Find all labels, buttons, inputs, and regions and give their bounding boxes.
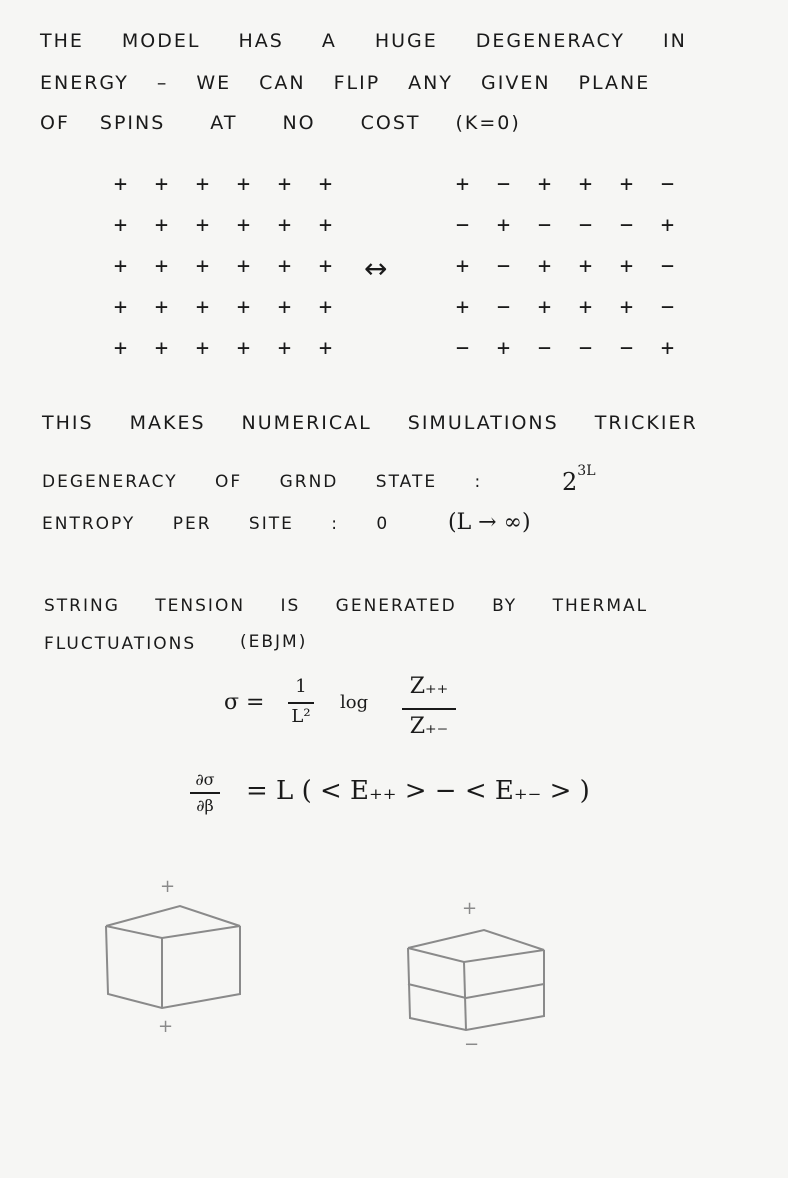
spin-sign: +	[537, 295, 552, 320]
simulations-statement: THIS MAKES NUMERICAL SIMULATIONS TRICKIER	[42, 412, 698, 434]
spin-sign: −	[496, 254, 511, 279]
word: CAN	[259, 72, 306, 94]
spin-sign: −	[578, 213, 593, 238]
spin-sign: +	[277, 254, 292, 279]
spin-sign: +	[318, 336, 333, 361]
fraction-numerator-one: 1	[295, 676, 307, 697]
spin-sign: +	[277, 172, 292, 197]
word: FLIP	[333, 72, 381, 94]
layered-box-sketch	[408, 930, 544, 1030]
spin-sign: +	[619, 172, 634, 197]
spin-sign: +	[113, 213, 128, 238]
flipped-grid-row	[442, 295, 688, 336]
spin-sign: −	[537, 213, 552, 238]
spin-sign: +	[236, 213, 251, 238]
right-box-bottom-sign: −	[464, 1034, 480, 1055]
left-box-bottom-sign: +	[158, 1016, 174, 1037]
degeneracy-base: 2	[562, 468, 578, 496]
spin-sign: −	[496, 295, 511, 320]
page-edge	[0, 1178, 788, 1198]
spin-sign: −	[660, 172, 675, 197]
flipped-grid-row	[442, 213, 688, 254]
ebjm-reference: (EBJM)	[240, 632, 308, 652]
word: IN	[662, 30, 687, 52]
word: DEGENERACY	[475, 30, 625, 52]
spin-sign: +	[496, 213, 511, 238]
fraction-bar	[288, 702, 314, 704]
spin-sign: +	[318, 295, 333, 320]
word: –	[156, 72, 169, 94]
word: A	[321, 30, 337, 52]
uniform-grid-row	[100, 254, 346, 295]
spin-sign: +	[277, 295, 292, 320]
fluctuations-word: FLUCTUATIONS	[44, 634, 197, 654]
uniform-grid-row	[100, 172, 346, 213]
degeneracy-exponent: 3L	[577, 463, 596, 479]
spin-sign: +	[113, 254, 128, 279]
entropy-statement: ENTROPY PER SITE : 0	[42, 514, 390, 534]
spin-grid-flipped	[442, 172, 688, 377]
spin-sign: +	[236, 172, 251, 197]
spin-sign: −	[619, 213, 634, 238]
spin-sign: +	[195, 295, 210, 320]
spin-sign: −	[660, 295, 675, 320]
flipped-grid-row	[442, 254, 688, 295]
spin-sign: −	[619, 336, 634, 361]
log-operator: log	[340, 692, 369, 713]
word: COST	[360, 112, 421, 134]
derivative-denominator: ∂β	[196, 796, 214, 815]
cube-sketches	[0, 860, 788, 1060]
degeneracy-value	[562, 463, 596, 496]
partition-numerator: Z₊₊	[409, 674, 449, 699]
degeneracy-label: DEGENERACY OF GRND STATE :	[42, 472, 483, 492]
word: GIVEN	[481, 72, 551, 94]
spin-grid-uniform	[100, 172, 346, 377]
string-tension-statement: STRING TENSION IS GENERATED BY THERMAL	[44, 596, 649, 616]
partition-denominator: Z₊₋	[409, 714, 449, 739]
spin-sign: +	[154, 213, 169, 238]
left-box-top-sign: +	[160, 876, 176, 897]
spin-sign: +	[113, 336, 128, 361]
spin-sign: +	[318, 172, 333, 197]
flipped-grid-row	[442, 172, 688, 213]
fraction-bar	[190, 792, 220, 794]
word: HAS	[238, 30, 284, 52]
single-box-sketch	[106, 906, 240, 1008]
spin-sign: +	[660, 336, 675, 361]
spin-sign: +	[578, 254, 593, 279]
uniform-grid-row	[100, 213, 346, 254]
fraction-denominator-L2: L²	[291, 706, 311, 727]
word: AT	[210, 112, 238, 134]
spin-sign: +	[455, 295, 470, 320]
spin-sign: +	[113, 172, 128, 197]
spin-sign: +	[455, 172, 470, 197]
derivative-numerator: ∂σ	[195, 770, 215, 789]
spin-sign: +	[660, 213, 675, 238]
spin-sign: +	[195, 336, 210, 361]
spin-sign: +	[236, 336, 251, 361]
spin-sign: +	[619, 254, 634, 279]
right-box-top-sign: +	[462, 898, 478, 919]
energy-difference: = L ( < E₊₊ > − < E₊₋ > )	[246, 776, 590, 806]
spin-sign: −	[455, 336, 470, 361]
word: THE	[40, 30, 84, 52]
spin-sign: +	[195, 213, 210, 238]
spin-sign: +	[154, 172, 169, 197]
intro-line-2	[40, 72, 650, 94]
word: HUGE	[374, 30, 438, 52]
spin-sign: −	[660, 254, 675, 279]
word: (K=0)	[455, 112, 521, 134]
uniform-grid-row	[100, 336, 346, 377]
spin-sign: +	[113, 295, 128, 320]
spin-sign: −	[496, 172, 511, 197]
word: ANY	[408, 72, 453, 94]
limit-expression: (L → ∞)	[448, 510, 531, 535]
sigma-lhs: σ =	[224, 690, 265, 715]
spin-sign: +	[619, 295, 634, 320]
word: WE	[196, 72, 232, 94]
uniform-grid-row	[100, 295, 346, 336]
spin-sign: −	[578, 336, 593, 361]
spin-sign: −	[537, 336, 552, 361]
spin-sign: +	[154, 295, 169, 320]
word: ENERGY	[40, 72, 129, 94]
spin-sign: +	[195, 254, 210, 279]
spin-sign: +	[496, 336, 511, 361]
word: SPINS	[99, 112, 166, 134]
spin-sign: +	[318, 213, 333, 238]
spin-sign: +	[277, 213, 292, 238]
spin-sign: +	[277, 336, 292, 361]
spin-sign: −	[455, 213, 470, 238]
spin-sign: +	[154, 336, 169, 361]
word: PLANE	[578, 72, 651, 94]
word: NO	[282, 112, 316, 134]
spin-sign: +	[236, 295, 251, 320]
intro-line-3	[40, 112, 521, 134]
word: MODEL	[121, 30, 201, 52]
spin-sign: +	[455, 254, 470, 279]
spin-sign: +	[578, 172, 593, 197]
spin-sign: +	[578, 295, 593, 320]
spin-sign: +	[537, 172, 552, 197]
flipped-grid-row	[442, 336, 688, 377]
double-arrow-icon: ↔	[364, 252, 388, 285]
fraction-bar	[402, 708, 456, 710]
intro-line-1	[40, 30, 687, 52]
spin-sign: +	[236, 254, 251, 279]
spin-sign: +	[195, 172, 210, 197]
spin-sign: +	[318, 254, 333, 279]
spin-sign: +	[537, 254, 552, 279]
word: OF	[40, 112, 70, 134]
spin-sign: +	[154, 254, 169, 279]
